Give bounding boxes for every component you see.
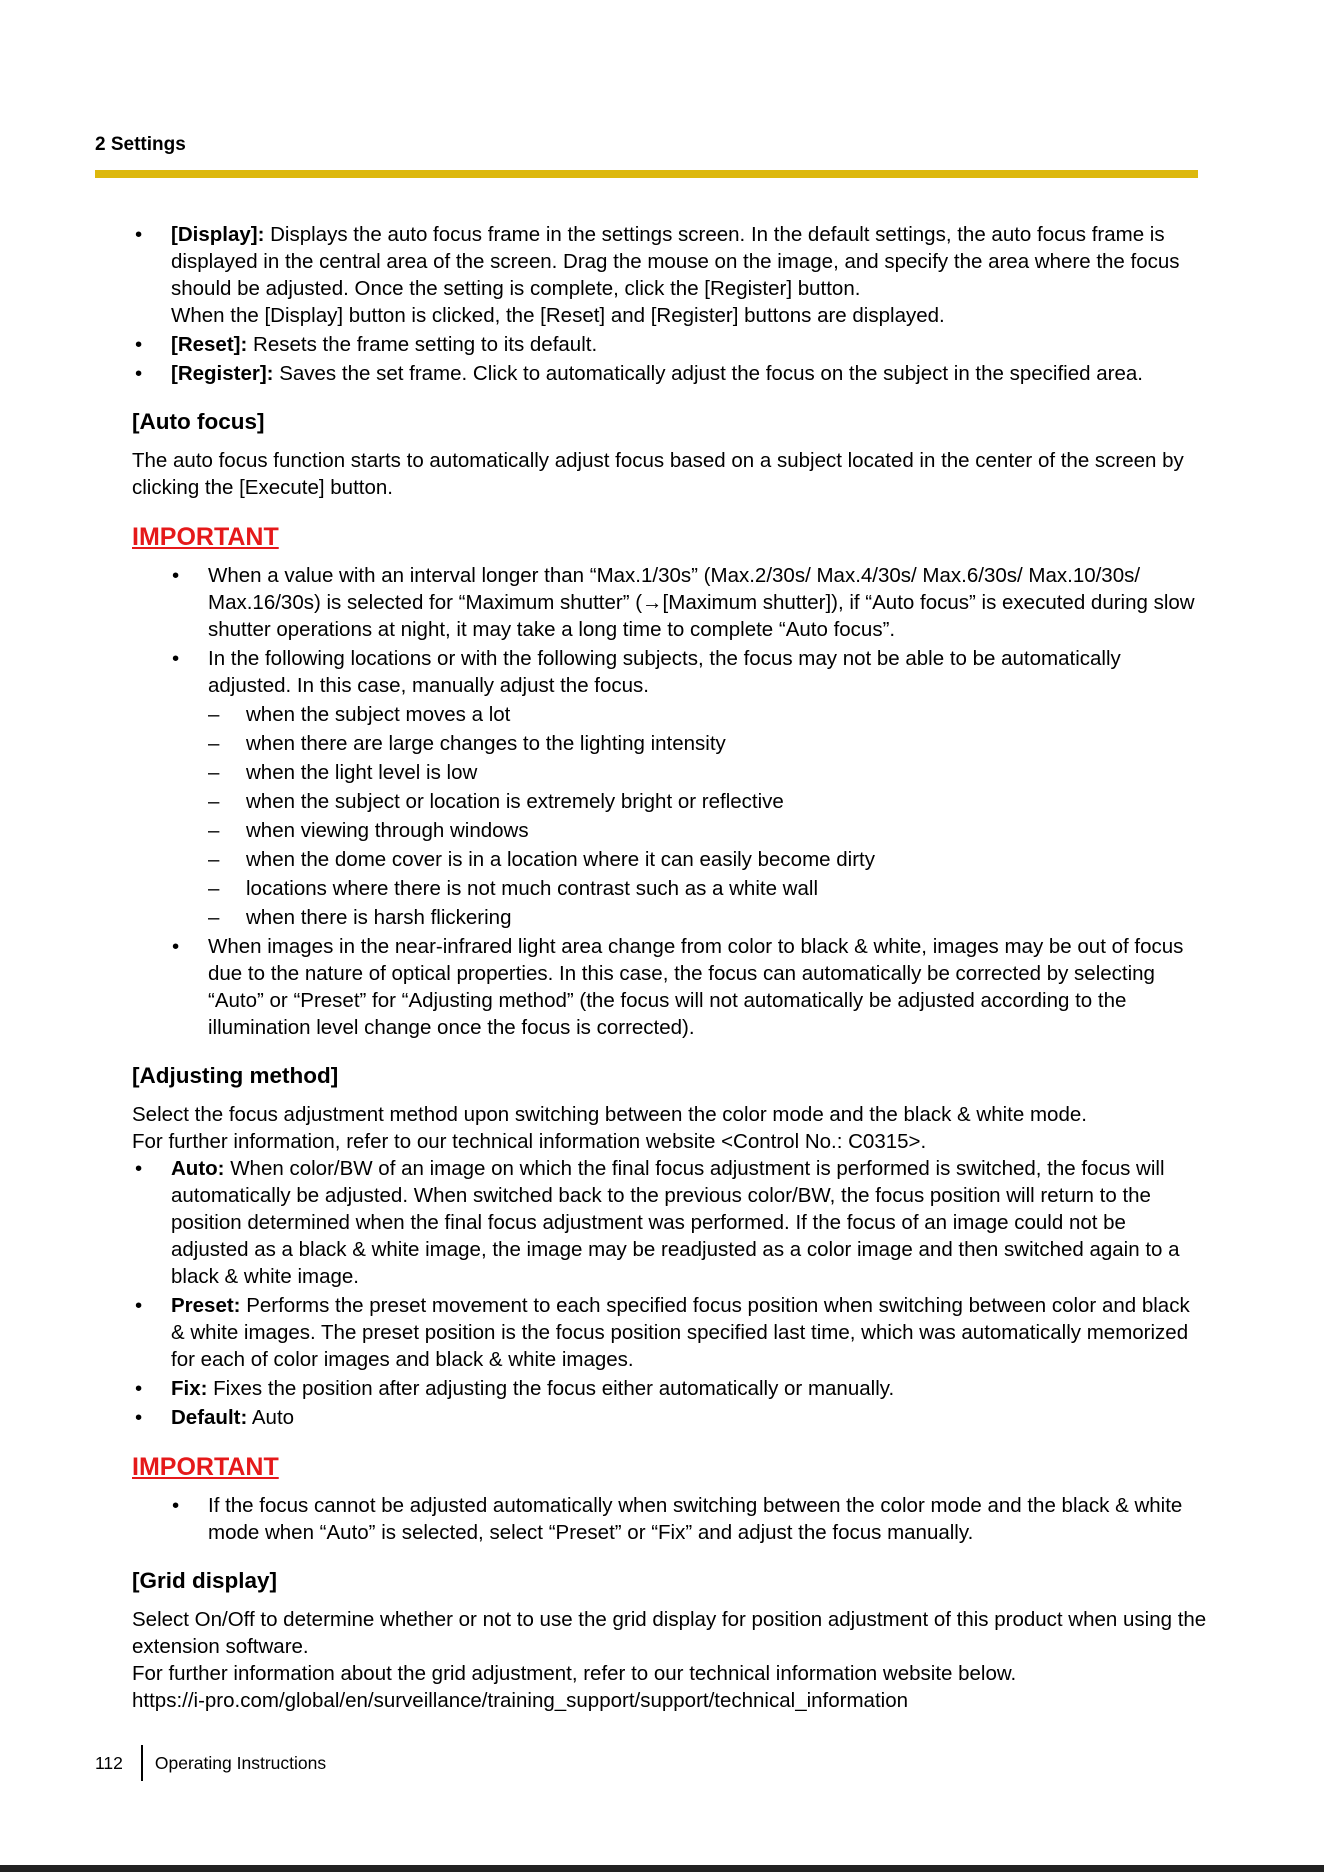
condition-text: when the dome cover is in a location where it can easily become dirty [246,848,875,871]
list-item [169,562,1207,643]
section-heading-grid-display: [Grid display] [132,1568,278,1593]
list-item [169,1492,1207,1546]
condition-text: when the light level is low [246,761,478,784]
important-list [169,1492,1207,1546]
item-label: [Display]: [171,223,265,246]
item-text: Resets the frame setting to its default. [247,333,598,356]
important-text: If the focus cannot be adjusted automatically when switching between the color mode and the black & white mode when “Auto” is selected, select “Preset” or “Fix” and adjust the focus manually. [208,1494,1183,1544]
dash-mark: – [208,906,220,929]
item-label: Auto: [171,1157,225,1180]
document-title: Operating Instructions [154,1752,327,1773]
page-content [132,221,1207,1714]
condition-text: locations where there is not much contrast such as a white wall [246,877,818,900]
page-number: 112 [95,1752,123,1773]
bullet-mark: • [135,1377,143,1400]
auto-focus-description: The auto focus function starts to automatically adjust focus based on a subject located in the center of the screen by clicking the [Execute] button. [132,449,1184,499]
item-extra: When the [Display] button is clicked, the [Reset] and [Register] buttons are displayed. [171,304,945,327]
bullet-mark: • [135,223,143,246]
bullet-mark: • [135,1157,143,1180]
chapter-header: 2 Settings [95,134,186,155]
section-heading-auto-focus: [Auto focus] [132,409,265,434]
bullet-mark: • [172,564,180,587]
dash-mark: – [208,790,220,813]
list-item [208,730,1207,757]
important-label: IMPORTANT [132,1453,279,1481]
dash-mark: – [208,703,220,726]
item-label: [Register]: [171,362,274,385]
list-item [132,1155,1207,1290]
adjusting-desc-2: For further information, refer to our technical information website <Control No.: C0315>. [132,1130,927,1153]
item-label: Default: [171,1406,248,1429]
bullet-mark: • [135,1406,143,1429]
item-label: Fix: [171,1377,208,1400]
list-item [132,331,1207,358]
list-item [208,904,1207,931]
dash-mark: – [208,877,220,900]
list-item [169,933,1207,1041]
adjusting-method-description [132,1101,1207,1155]
bullet-mark: • [172,1494,180,1517]
list-item [132,360,1207,387]
item-text: Displays the auto focus frame in the settings screen. In the default settings, the auto focus frame is displayed in the central area of the screen. Drag the mouse on the image, and specify the area where the focus should be adjusted. Once the setting is complete, click the [Register] button. [171,223,1180,300]
condition-text: when the subject or location is extremely bright or reflective [246,790,784,813]
list-item [132,221,1207,329]
important-text: When images in the near-infrared light area change from color to black & white, images may be out of focus due to the nature of optical properties. In this case, the focus can automatically be corrected by selecting “Auto” or “Preset” for “Adjusting method” (the focus will not automatically be adjusted according to the illumination level change once the focus is corrected). [208,935,1184,1039]
adjusting-desc-1: Select the focus adjustment method upon switching between the color mode and the black & white mode. [132,1103,1087,1126]
list-item [132,1292,1207,1373]
bullet-mark: • [135,333,143,356]
bullet-mark: • [172,935,180,958]
bottom-edge-rule [0,1865,1324,1872]
condition-text: when viewing through windows [246,819,529,842]
important-label: IMPORTANT [132,523,279,551]
dash-mark: – [208,732,220,755]
item-text: Saves the set frame. Click to automatically adjust the focus on the subject in the specified area. [273,362,1143,385]
header-rule [95,170,1198,178]
frame-button-list [132,221,1207,387]
condition-text: when there is harsh flickering [246,906,512,929]
footer-divider [141,1745,143,1781]
dash-mark: – [208,761,220,784]
important-list [169,562,1207,1041]
important-text: When a value with an interval longer than “Max.1/30s” (Max.2/30s/ Max.4/30s/ Max.6/30s/ Max.10/30s/ Max.16/30s) is selected for “Maximum shutter” (→[Maximum shutter]), if “Auto focus” is executed during slow shutter operations at night, it may take a long time to complete “Auto focus”. [208,564,1195,641]
list-item [208,875,1207,902]
technical-info-url[interactable]: https://i-pro.com/global/en/surveillance/training_support/support/technical_information [132,1689,909,1712]
condition-text: when there are large changes to the lighting intensity [246,732,726,755]
list-item [208,759,1207,786]
section-heading-adjusting-method: [Adjusting method] [132,1063,339,1088]
bullet-mark: • [172,647,180,670]
list-item [208,846,1207,873]
item-label: Preset: [171,1294,241,1317]
list-item [208,788,1207,815]
item-text: Fixes the position after adjusting the focus either automatically or manually. [207,1377,895,1400]
important-text: In the following locations or with the following subjects, the focus may not be able to be automatically adjusted. In this case, manually adjust the focus. [208,647,1121,697]
item-label: [Reset]: [171,333,248,356]
list-item [132,1404,1207,1431]
item-text: Performs the preset movement to each specified focus position when switching between color and black & white images. The preset position is the focus position specified last time, which was automatically memorized for each of color images and black & white images. [171,1294,1190,1371]
list-item [208,701,1207,728]
list-item [132,1375,1207,1402]
list-item [169,645,1207,931]
bullet-mark: • [135,1294,143,1317]
list-item [208,817,1207,844]
item-text: Auto [247,1406,295,1429]
item-text: When color/BW of an image on which the final focus adjustment is performed is switched, the focus will automatically be adjusted. When switched back to the previous color/BW, the focus position will return to the position determined when the final focus adjustment was performed. If the focus of an image could not be adjusted as a black & white image, the image may be readjusted as a color image and then switched again to a black & white image. [171,1157,1180,1288]
adjusting-method-list [132,1155,1207,1431]
page-footer [95,1745,326,1781]
dash-mark: – [208,848,220,871]
grid-display-further-info: For further information about the grid adjustment, refer to our technical information website below. [132,1662,1017,1685]
condition-list [208,701,1207,931]
dash-mark: – [208,819,220,842]
bullet-mark: • [135,362,143,385]
condition-text: when the subject moves a lot [246,703,511,726]
grid-display-description: Select On/Off to determine whether or not to use the grid display for position adjustment of this product when using the extension software. [132,1608,1207,1658]
